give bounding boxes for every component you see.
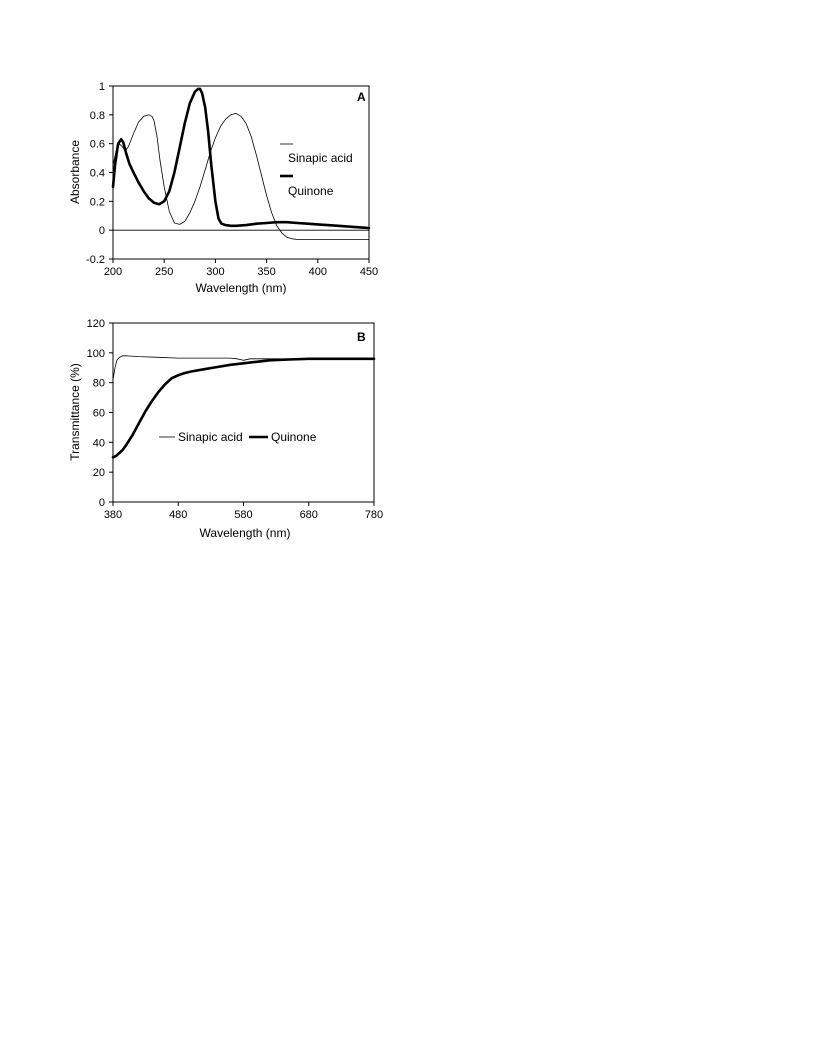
x-tick-label: 200 bbox=[103, 266, 123, 278]
series-line-quinone bbox=[113, 359, 374, 458]
y-tick-label: 1 bbox=[98, 81, 105, 93]
y-tick-label: 0.2 bbox=[89, 196, 105, 209]
y-tick-label: 40 bbox=[92, 437, 105, 450]
x-tick-label: 380 bbox=[103, 509, 123, 521]
y-tick-label: 0.4 bbox=[89, 167, 105, 180]
y-tick-label: 20 bbox=[92, 467, 105, 480]
x-tick-label: 250 bbox=[155, 266, 174, 278]
x-tick-label: 480 bbox=[169, 509, 188, 521]
y-tick-label: 100 bbox=[86, 347, 105, 360]
legend-label-sinapic-acid-b: Sinapic acid bbox=[178, 430, 243, 444]
x-tick-label: 350 bbox=[257, 266, 276, 278]
legend-label-quinone-b: Quinone bbox=[271, 430, 317, 444]
y-tick-label: 0 bbox=[98, 497, 105, 509]
panel-label-a: A bbox=[357, 90, 366, 104]
y-axis-title-a: Absorbance bbox=[68, 139, 82, 205]
x-tick-label: 580 bbox=[234, 509, 253, 521]
y-tick-label: 120 bbox=[86, 318, 105, 330]
y-tick-label: -0.2 bbox=[86, 254, 105, 266]
x-tick-label: 300 bbox=[206, 266, 225, 278]
y-tick-label: 0 bbox=[98, 225, 105, 238]
x-tick-label: 450 bbox=[359, 266, 379, 278]
legend-label-quinone-a: Quinone bbox=[288, 184, 334, 198]
y-tick-label: 0.8 bbox=[89, 109, 105, 122]
plot-frame-b bbox=[113, 323, 374, 502]
y-tick-label: 60 bbox=[92, 407, 105, 420]
x-tick-label: 400 bbox=[308, 266, 327, 278]
panel-label-b: B bbox=[357, 330, 366, 344]
y-tick-label: 0.6 bbox=[89, 138, 105, 151]
legend-label-sinapic-acid-a: Sinapic acid bbox=[288, 151, 353, 165]
y-tick-labels-b bbox=[87, 318, 113, 509]
y-axis-title-b: Transmittance (%) bbox=[68, 363, 82, 461]
x-axis-title-a: Wavelength (nm) bbox=[195, 281, 287, 295]
x-tick-label: 680 bbox=[299, 509, 318, 521]
x-tick-label: 780 bbox=[364, 509, 384, 521]
y-tick-label: 80 bbox=[92, 377, 105, 390]
x-axis-title-b: Wavelength (nm) bbox=[199, 526, 291, 540]
x-tick-labels-b bbox=[104, 502, 383, 521]
